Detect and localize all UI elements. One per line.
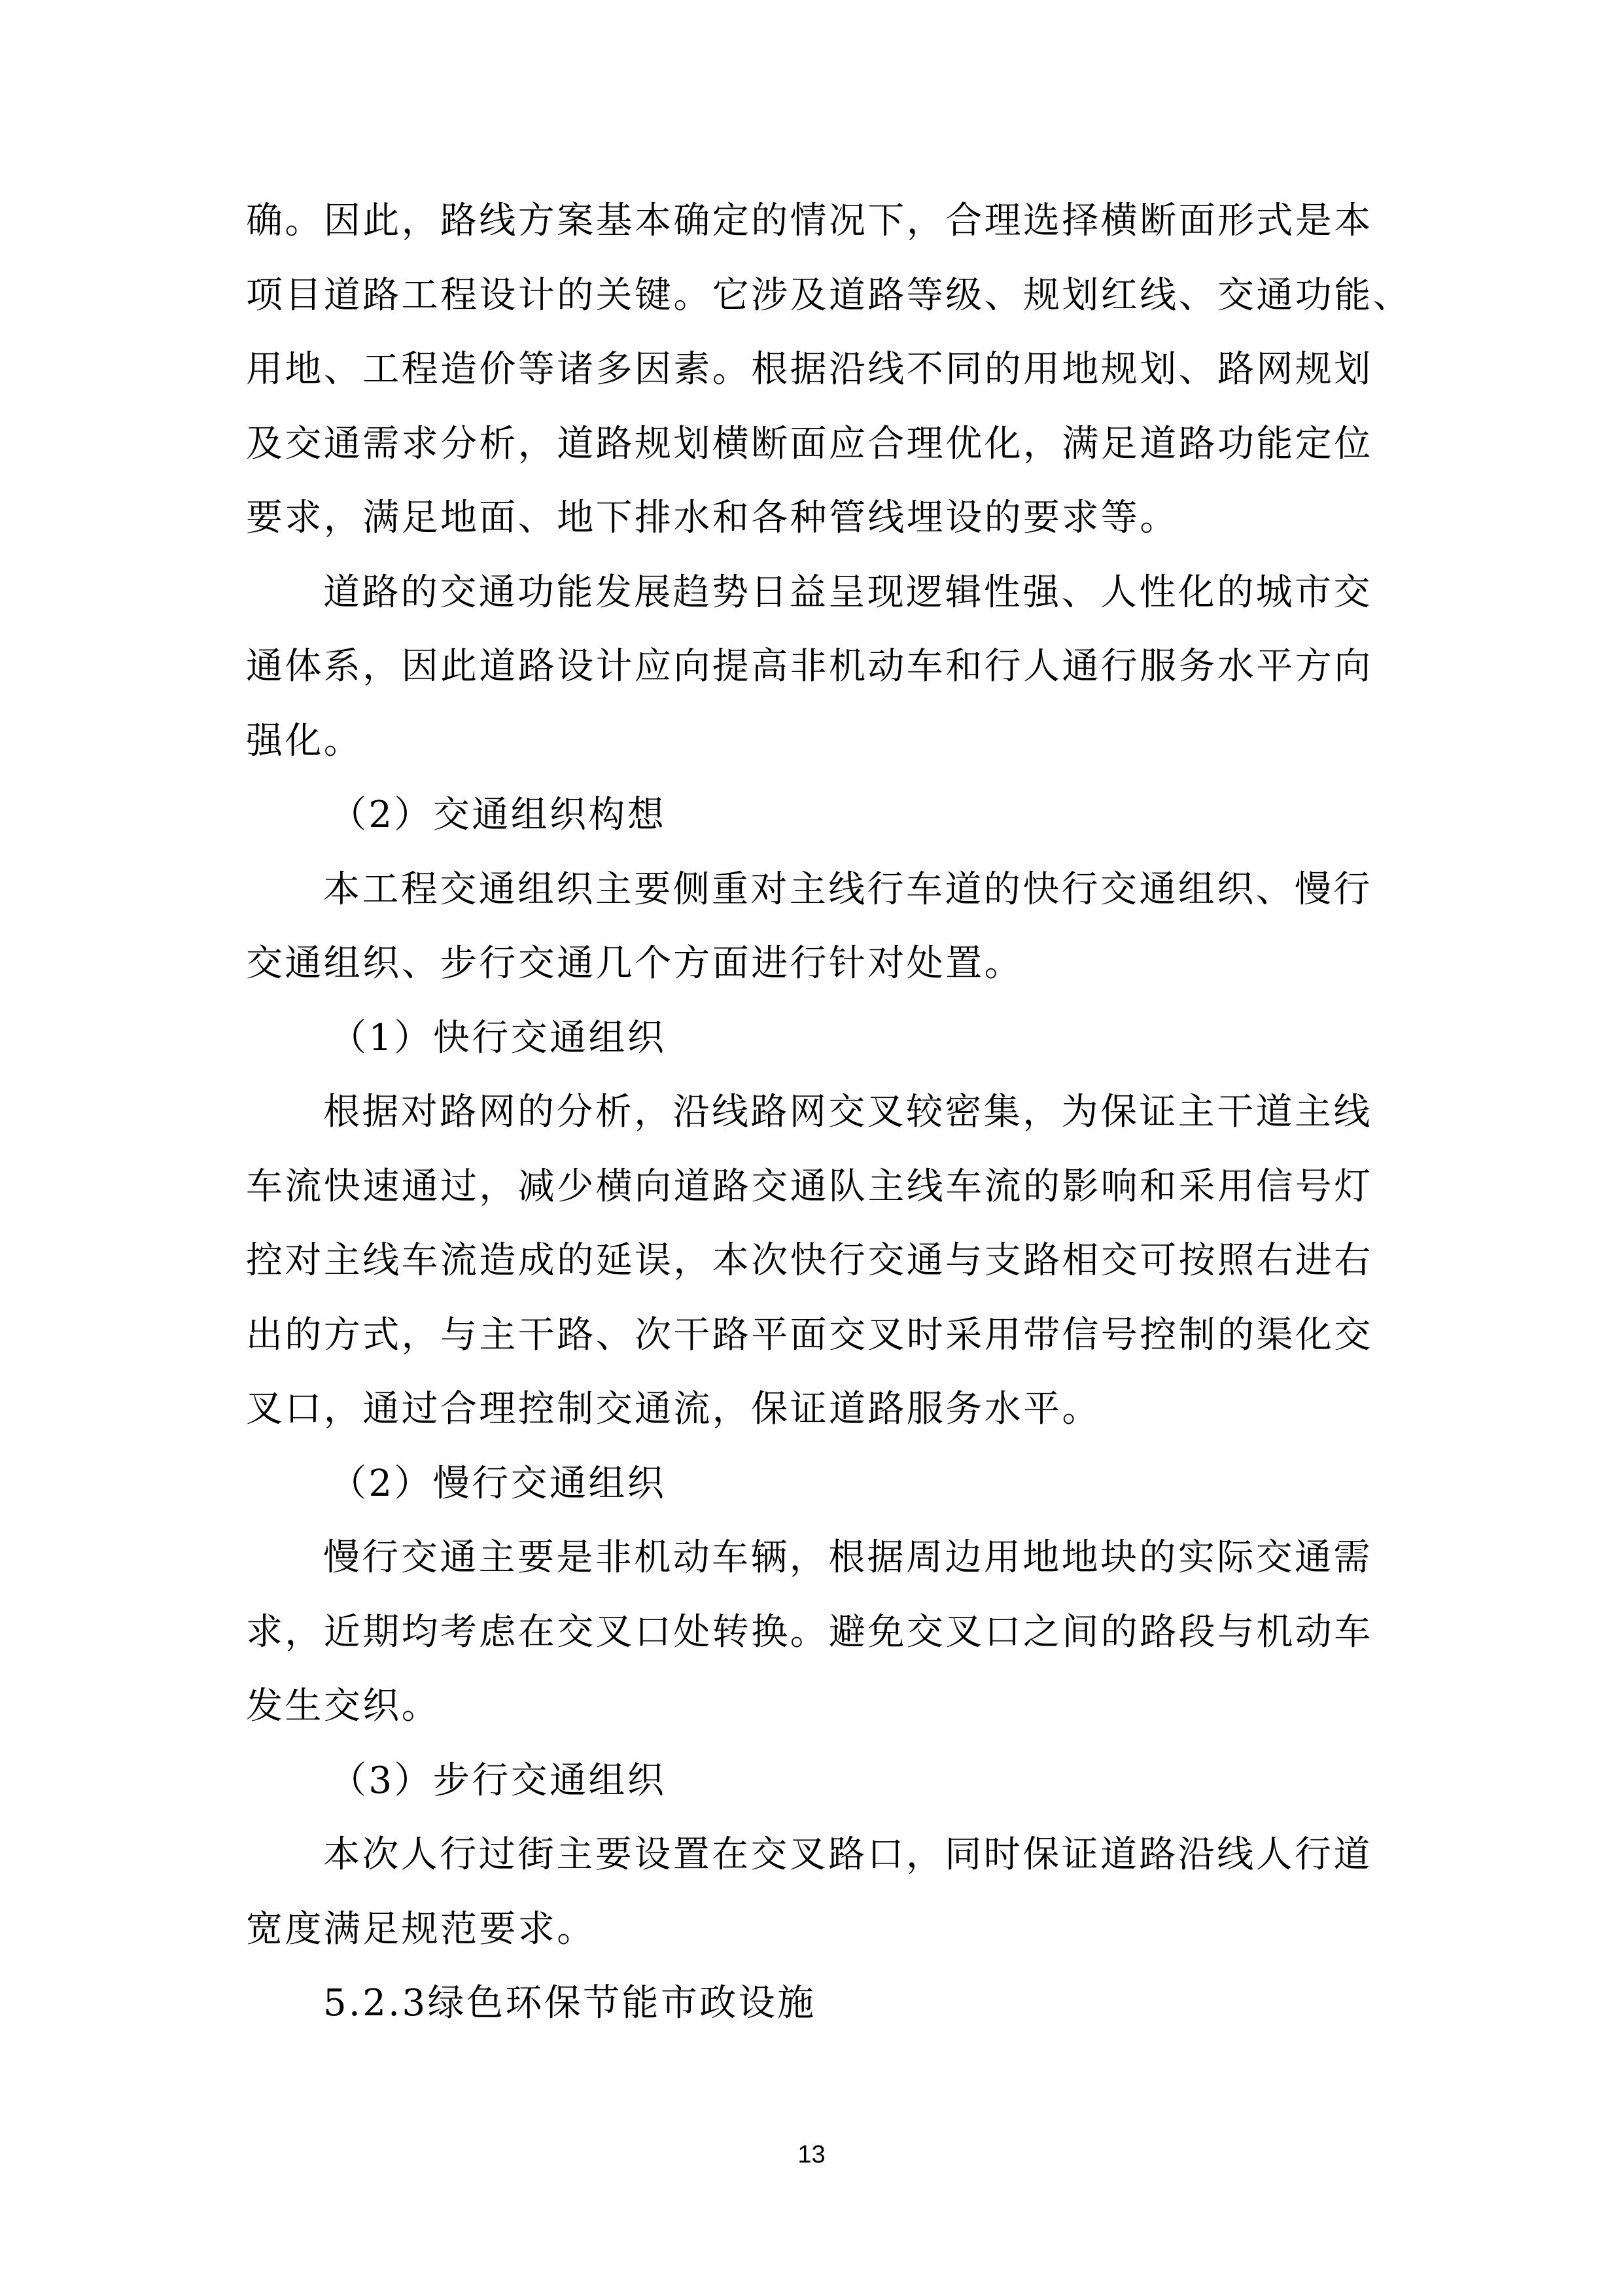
text-line: 用地、工程造价等诸多因素。根据沿线不同的用地规划、路网规划 — [246, 348, 1373, 391]
text-line: 确。因此，路线方案基本确定的情况下，合理选择横断面形式是本 — [246, 200, 1373, 242]
text-line: 车流快速通过，减少横向道路交通队主线车流的影响和采用信号灯 — [246, 1165, 1373, 1208]
subheading-fast-traffic-organization: （1）快行交通组织 — [330, 1016, 667, 1059]
page-number: 13 — [797, 2141, 826, 2168]
paragraph-traffic-organization-overview — [246, 853, 1384, 1001]
text-line: 交通组织、步行交通几个方面进行针对处置。 — [246, 942, 1023, 985]
paragraph-traffic-function-trend — [246, 556, 1384, 779]
text-line: 通体系，因此道路设计应向提高非机动车和行人通行服务水平方向 — [246, 645, 1373, 688]
text-line: 强化。 — [246, 719, 363, 762]
text-line: 控对主线车流造成的延误，本次快行交通与支路相交可按照右进右 — [246, 1239, 1373, 1282]
text-line: 根据对路网的分析，沿线路网交叉较密集，为保证主干道主线 — [323, 1091, 1372, 1133]
subheading-slow-traffic-organization: （2）慢行交通组织 — [330, 1462, 667, 1505]
body-text — [246, 184, 1412, 2041]
paragraph-slow-traffic — [246, 1521, 1384, 1744]
subheading-traffic-organization-concept: （2）交通组织构想 — [330, 794, 667, 836]
subheading-pedestrian-traffic-organization: （3）步行交通组织 — [330, 1759, 667, 1802]
text-line: 及交通需求分析，道路规划横断面应合理优化，满足道路功能定位 — [246, 422, 1373, 465]
paragraph-fast-traffic — [246, 1075, 1384, 1447]
text-line: 项目道路工程设计的关键。它涉及道路等级、规划红线、交通功能、 — [246, 274, 1412, 317]
text-line: 叉口，通过合理控制交通流，保证道路服务水平。 — [246, 1388, 1101, 1430]
text-line: 要求，满足地面、地下排水和各种管线埋设的要求等。 — [246, 497, 1179, 539]
text-line: 本次人行过街主要设置在交叉路口，同时保证道路沿线人行道 — [323, 1833, 1372, 1876]
text-line: 宽度满足规范要求。 — [246, 1907, 596, 1951]
section-heading-green-municipal-facilities: 5.2.3绿色环保节能市政设施 — [323, 1982, 816, 2024]
text-line: 求，近期均考虑在交叉口处转换。避免交叉口之间的路段与机动车 — [246, 1610, 1373, 1653]
paragraph-cross-section-rationale — [246, 184, 1412, 556]
paragraph-pedestrian-traffic — [246, 1818, 1384, 1966]
text-line: 本工程交通组织主要侧重对主线行车道的快行交通组织、慢行 — [323, 868, 1372, 911]
text-line: 出的方式，与主干路、次干路平面交叉时采用带信号控制的渠化交 — [246, 1313, 1373, 1356]
text-line: 慢行交通主要是非机动车辆，根据周边用地地块的实际交通需 — [323, 1536, 1372, 1579]
text-line: 道路的交通功能发展趋势日益呈现逻辑性强、人性化的城市交 — [323, 571, 1372, 614]
text-line: 发生交织。 — [246, 1685, 440, 1727]
